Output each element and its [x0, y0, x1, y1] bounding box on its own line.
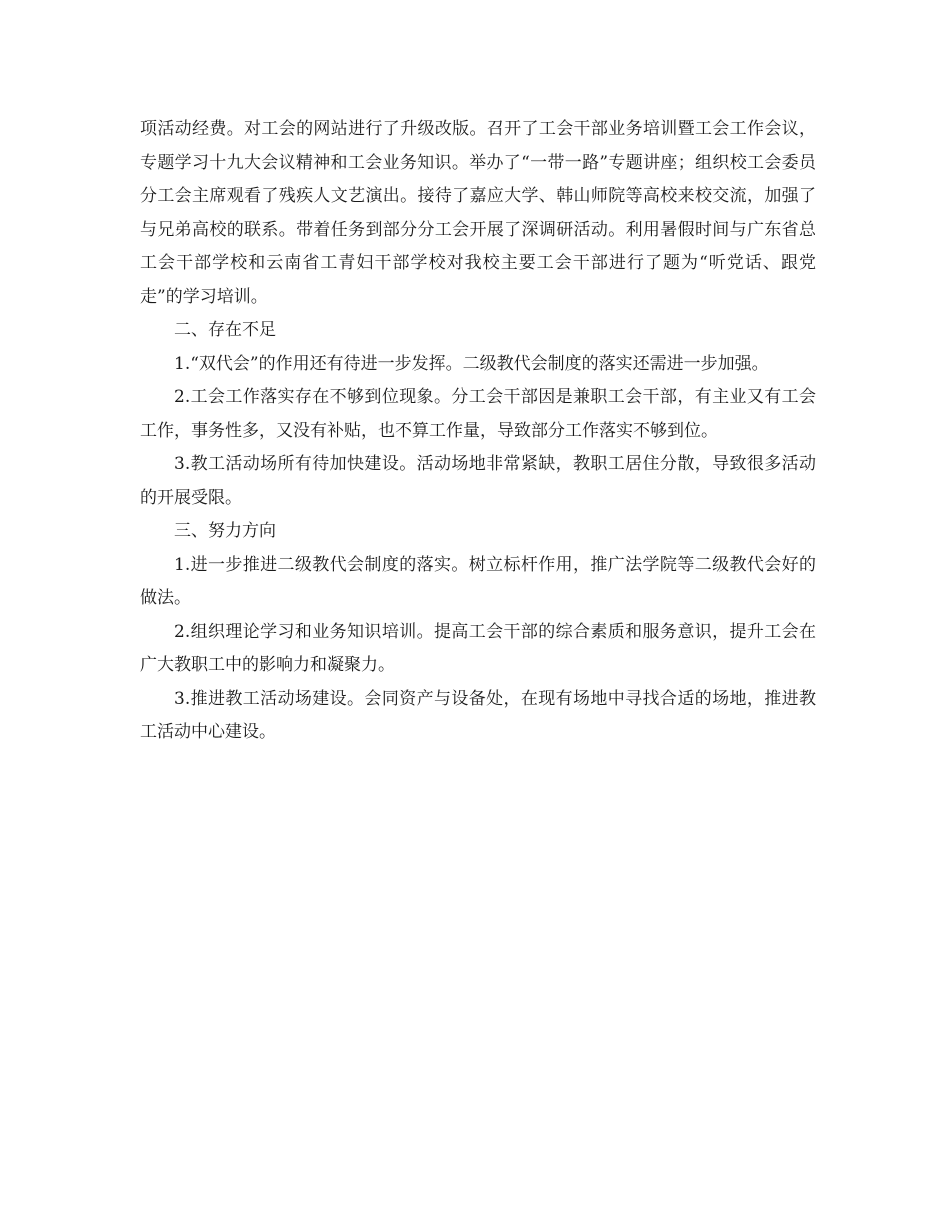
paragraph-direction-3: 3.推进教工活动场建设。会同资产与设备处，在现有场地中寻找合适的场地，推进教工活动中心建设。	[140, 688, 816, 742]
paragraph-continued-activities: 项活动经费。对工会的网站进行了升级改版。召开了工会干部业务培训暨工会工作会议，专题学习十九大会议精神和工会业务知识。举办了“一带一路”专题讲座；组织校工会委员分工会主席观看了残疾人文艺演出。接待了嘉应大学、韩山师院等高校来校交流，加强了与兄弟高校的联系。带着任务到部分分工会开展了深调研活动。利用暑假时间与广东省总工会干部学校和云南省工青妇干部学校对我校主要工会干部进行了题为“听党话、跟党走”的学习培训。	[140, 119, 816, 307]
section-heading-directions: 三、努力方向	[174, 521, 276, 541]
section-heading-shortcomings: 二、存在不足	[174, 320, 276, 340]
paragraph-shortcoming-3: 3.教工活动场所有待加快建设。活动场地非常紧缺，教职工居住分散，导致很多活动的开展受限。	[140, 454, 816, 508]
paragraph-direction-1: 1.进一步推进二级教代会制度的落实。树立标杆作用，推广法学院等二级教代会好的做法。	[140, 554, 816, 608]
document-body	[140, 113, 816, 750]
paragraph-shortcoming-2: 2.工会工作落实存在不够到位现象。分工会干部因是兼职工会干部，有主业又有工会工作，事务性多，又没有补贴，也不算工作量，导致部分工作落实不够到位。	[140, 387, 816, 441]
paragraph-direction-2: 2.组织理论学习和业务知识培训。提高工会干部的综合素质和服务意识，提升工会在广大教职工中的影响力和凝聚力。	[140, 621, 816, 675]
paragraph-shortcoming-1: 1.“双代会”的作用还有待进一步发挥。二级教代会制度的落实还需进一步加强。	[174, 353, 769, 374]
